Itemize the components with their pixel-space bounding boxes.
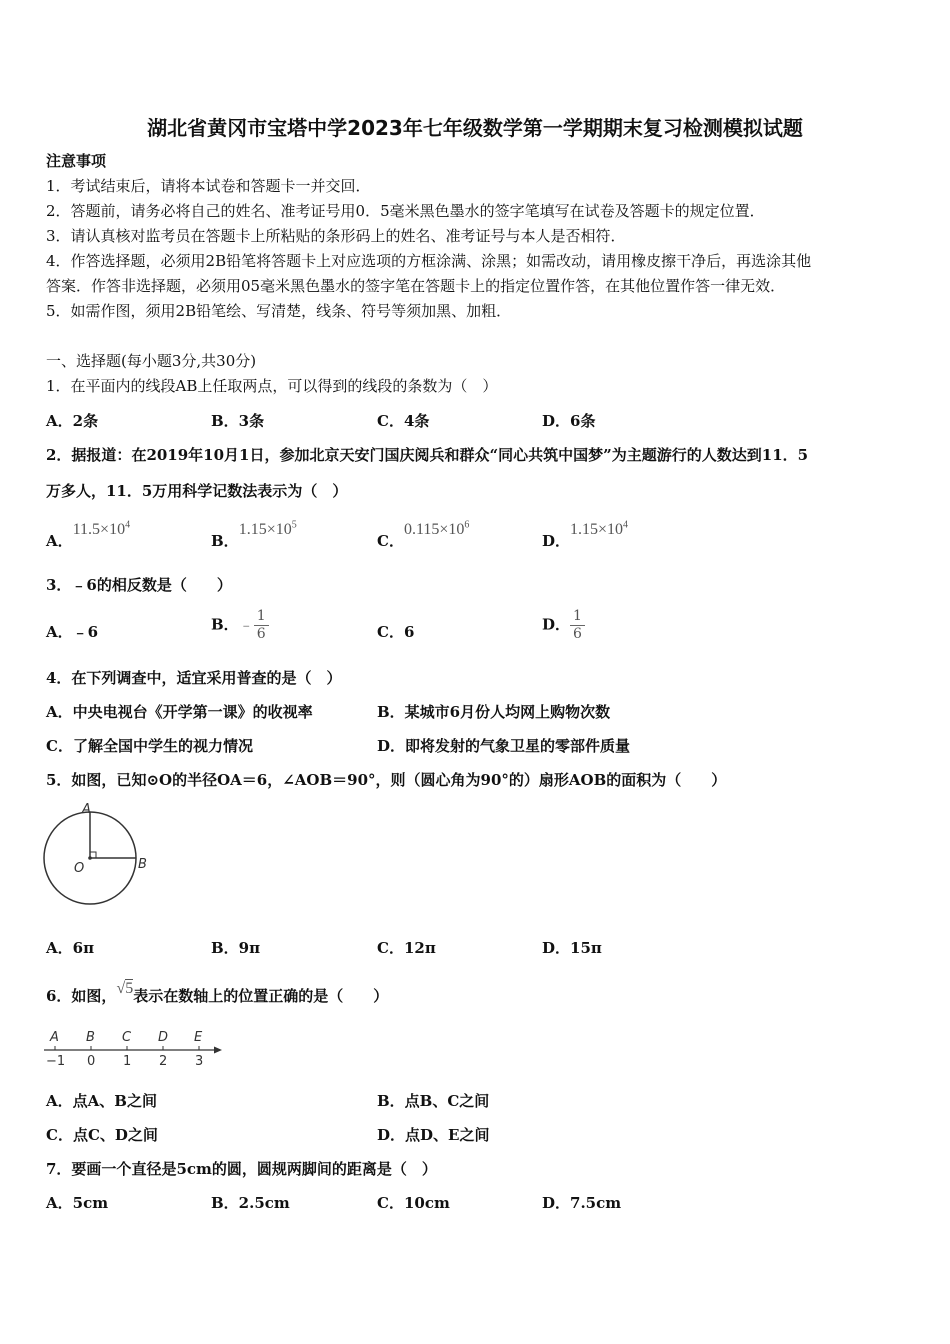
q2-option-d (542, 516, 629, 551)
axis-arrow-icon (214, 1047, 222, 1054)
option-label: D． (542, 615, 571, 634)
q3-option-b (211, 608, 269, 643)
fraction-numerator: 1 (254, 608, 269, 626)
q7-option-d: D．7.5cm (542, 1194, 622, 1212)
notice-item: 4．作答选择题，必须用2B铅笔将答题卡上对应选项的方框涂满、涂黑；如需改动，请用橡皮擦干净后，再选涂其他 (46, 252, 812, 270)
q2-option-b (211, 516, 297, 551)
notice-item: 答案．作答非选择题，必须用05毫米黑色墨水的签字笔在答题卡上的指定位置作答，在其他位置作答一律无效． (46, 277, 786, 295)
notice-item: 1．考试结束后，请将本试卷和答题卡一并交回． (46, 177, 371, 195)
option-label: A． (46, 532, 73, 551)
fraction (570, 608, 585, 643)
sqrt-expression: √5 (116, 980, 134, 997)
question-5-stem: 5．如图，已知⊙O的半径OA＝6，∠AOB＝90°，则（圆心角为90°的）扇形AOB的面积为（ ） (46, 771, 727, 789)
number-line-figure (40, 1026, 230, 1070)
axis-tick-label: 3 (195, 1054, 204, 1069)
q5-option-c: C．12π (377, 939, 436, 957)
q2-option-c (377, 516, 470, 551)
question-4-stem: 4．在下列调查中，适宜采用普查的是（ ） (46, 669, 342, 687)
point-label-a: A (82, 802, 91, 817)
axis-point-label: D (158, 1030, 169, 1045)
q1-option-c: C．4条 (377, 412, 430, 430)
stem-text: 表示在数轴上的位置正确的是（ ） (133, 987, 389, 1005)
q6-option-a: A．点A、B之间 (46, 1092, 157, 1110)
q5-option-d: D．15π (542, 939, 602, 957)
fraction-numerator: 1 (570, 608, 585, 626)
axis-point-label: E (194, 1030, 203, 1045)
math-base: 1.15×10 (570, 521, 624, 539)
notice-heading: 注意事项 (46, 152, 107, 170)
q4-option-c: C．了解全国中学生的视力情况 (46, 737, 253, 755)
q3-option-d (542, 608, 585, 643)
circle-sector-figure (38, 800, 158, 912)
math-sign: ﹣ (238, 615, 254, 634)
q7-option-b: B．2.5cm (211, 1194, 290, 1212)
q1-option-a: A．2条 (46, 412, 99, 430)
fraction (254, 608, 269, 643)
notice-item: 5．如需作图，须用2B铅笔绘、写清楚，线条、符号等须加黑、加粗． (46, 302, 512, 320)
axis-tick-label: 2 (159, 1054, 168, 1069)
page-title: 湖北省黄冈市宝塔中学2023年七年级数学第一学期期末复习检测模拟试题 (147, 116, 803, 140)
axis-point-label: A (50, 1030, 59, 1045)
q7-option-c: C．10cm (377, 1194, 450, 1212)
question-3-stem: 3．﹣6的相反数是（ ） (46, 576, 232, 594)
fraction-denominator: 6 (573, 626, 582, 642)
q1-option-b: B．3条 (211, 412, 265, 430)
q7-option-a: A．5cm (46, 1194, 109, 1212)
math-base: 11.5×10 (72, 521, 126, 539)
q6-option-d: D．点D、E之间 (377, 1126, 490, 1144)
q6-option-c: C．点C、D之间 (46, 1126, 158, 1144)
axis-tick-label: −1 (46, 1054, 66, 1069)
math-exponent: 5 (291, 520, 297, 531)
section-heading: 一、选择题(每小题3分,共30分) (46, 352, 257, 370)
math-base: 1.15×10 (238, 521, 292, 539)
q2-option-a (46, 516, 131, 551)
option-label: C． (377, 532, 404, 551)
option-label: B． (211, 532, 239, 551)
center-point (88, 856, 92, 860)
axis-point-label: B (86, 1030, 95, 1045)
notice-item: 2．答题前，请务必将自己的姓名、准考证号用0．5毫米黑色墨水的签字笔填写在试卷及答题卡的规定位置． (46, 202, 765, 220)
math-exponent: 6 (464, 520, 470, 531)
option-label: D． (542, 532, 571, 551)
math-base: 0.115×10 (403, 521, 465, 539)
math-exponent: 4 (623, 520, 629, 531)
stem-text: 6．如图， (46, 987, 117, 1005)
q1-option-d: D．6条 (542, 412, 596, 430)
question-1-stem: 1．在平面内的线段AB上任取两点，可以得到的线段的条数为（ ） (46, 377, 498, 395)
q4-option-d: D．即将发射的气象卫星的零部件质量 (377, 737, 631, 755)
sqrt-radicand: 5 (125, 980, 134, 997)
question-6-stem (46, 980, 389, 1007)
axis-tick-label: 1 (123, 1054, 132, 1069)
q3-option-c: C．6 (377, 623, 415, 641)
option-label: B． (211, 615, 239, 634)
q4-option-b: B．某城市6月份人均网上购物次数 (377, 703, 611, 721)
math-exponent: 4 (125, 520, 131, 531)
point-label-o: O (74, 861, 85, 876)
question-2-stem: 2．据报道：在2019年10月1日，参加北京天安门国庆阅兵和群众“同心共筑中国梦”为主题游行的人数达到11．5 (46, 446, 809, 464)
question-7-stem: 7．要画一个直径是5cm的圆，圆规两脚间的距离是（ ） (46, 1160, 437, 1178)
q5-option-a: A．6π (46, 939, 95, 957)
notice-item: 3．请认真核对监考员在答题卡上所粘贴的条形码上的姓名、准考证号与本人是否相符． (46, 227, 626, 245)
question-2-stem-cont: 万多人，11．5万用科学记数法表示为（ ） (46, 482, 348, 500)
q6-option-b: B．点B、C之间 (377, 1092, 490, 1110)
q3-option-a: A．﹣6 (46, 623, 99, 641)
axis-point-label: C (122, 1030, 132, 1045)
point-label-b: B (138, 857, 147, 872)
q4-option-a: A．中央电视台《开学第一课》的收视率 (46, 703, 313, 721)
axis-tick-label: 0 (87, 1054, 96, 1069)
fraction-denominator: 6 (256, 626, 266, 642)
q5-option-b: B．9π (211, 939, 261, 957)
